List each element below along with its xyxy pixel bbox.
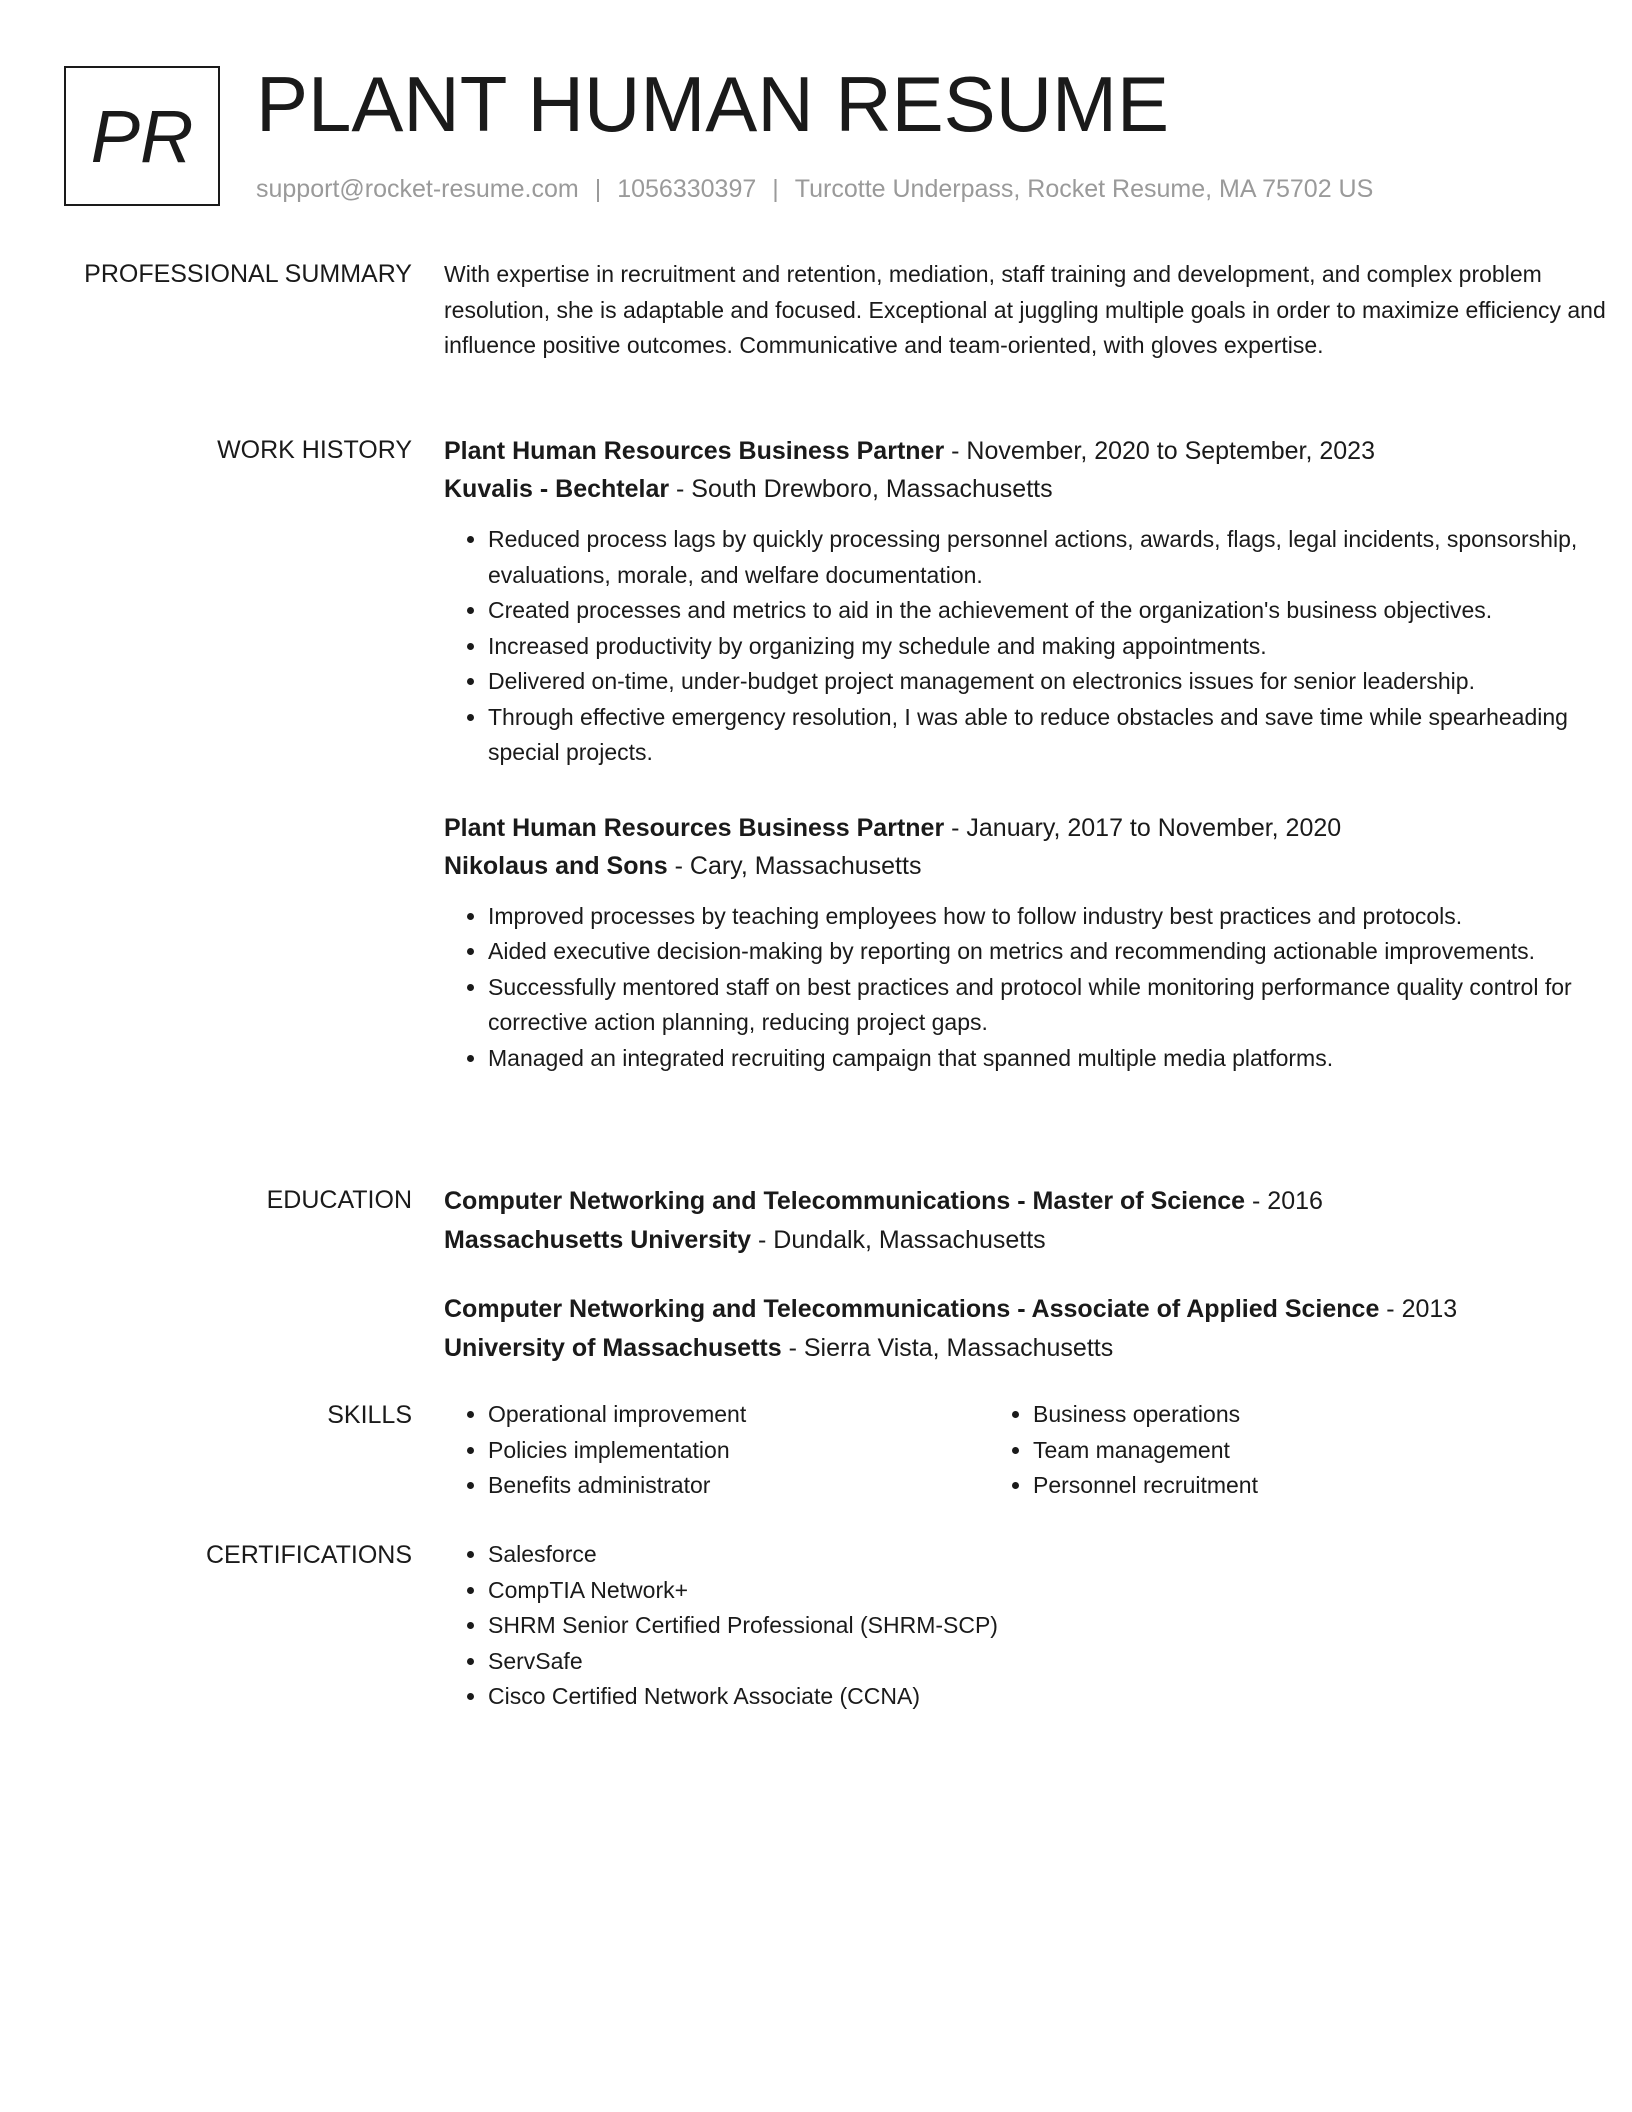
job-bullet: • Increased productivity by organizing my schedule and making appointments.: [488, 629, 1622, 665]
education-year: - 2016: [1245, 1187, 1323, 1215]
job-bullet: • Through effective emergency resolution, I was able to reduce obstacles and save time while spearheading special projects.: [488, 700, 1622, 771]
candidate-name: PLANT HUMAN RESUME: [256, 60, 1170, 148]
monogram-logo: PR: [64, 66, 220, 206]
job-bullet: • Reduced process lags by quickly processing personnel actions, awards, flags, legal incidents, sponsorship, evaluations, morale, and welfare documentation.: [488, 522, 1622, 593]
certification-item: • ServSafe: [488, 1644, 1622, 1680]
job-title: Plant Human Resources Business Partner: [444, 813, 945, 842]
section-label-education: EDUCATION: [266, 1186, 412, 1214]
education-degree-line: [444, 1182, 1622, 1221]
job-title-line: [444, 809, 1622, 847]
certification-item: • Salesforce: [488, 1537, 1622, 1573]
education-list: [444, 1182, 1622, 1398]
job-bullet: • Delivered on-time, under-budget project management on electronics issues for senior leadership.: [488, 664, 1622, 700]
job-entry: [444, 432, 1622, 771]
certifications-list: [444, 1537, 1622, 1715]
skill-item: • Operational improvement: [488, 1397, 989, 1433]
skills-column-1: [444, 1397, 989, 1504]
contact-phone[interactable]: 1056330397: [617, 175, 757, 203]
job-location: - Cary, Massachusetts: [667, 851, 922, 880]
education-entry: [444, 1182, 1622, 1260]
skill-item: • Team management: [1033, 1433, 1534, 1469]
skill-item: • Business operations: [1033, 1397, 1534, 1433]
job-company: Nikolaus and Sons: [444, 851, 668, 880]
job-list: [444, 432, 1622, 1114]
certification-item: • Cisco Certified Network Associate (CCNA): [488, 1679, 1622, 1715]
job-bullet-list: [444, 899, 1622, 1077]
job-company-line: [444, 470, 1622, 508]
certification-item: • SHRM Senior Certified Professional (SHRM-SCP): [488, 1608, 1622, 1644]
contact-separator: |: [594, 175, 602, 203]
job-bullet: • Improved processes by teaching employees how to follow industry best practices and protocols.: [488, 899, 1622, 935]
contact-email[interactable]: support@rocket-resume.com: [256, 175, 579, 203]
contact-separator: |: [772, 175, 779, 203]
contact-line: [256, 174, 1373, 204]
education-school: Massachusetts University: [444, 1226, 752, 1254]
resume-header: [64, 60, 1568, 210]
education-location: - Sierra Vista, Massachusetts: [781, 1334, 1114, 1362]
job-title: Plant Human Resources Business Partner: [444, 437, 945, 465]
job-bullet: • Managed an integrated recruiting campaign that spanned multiple media platforms.: [488, 1041, 1622, 1077]
job-dates: - January, 2017 to November, 2020: [944, 813, 1342, 842]
section-label-skills: SKILLS: [327, 1401, 412, 1429]
education-school-line: [444, 1329, 1622, 1368]
education-school: University of Massachusetts: [444, 1334, 782, 1362]
skill-item: • Personnel recruitment: [1033, 1468, 1534, 1504]
education-year: - 2013: [1379, 1295, 1458, 1323]
skills-column-2: [989, 1397, 1534, 1504]
section-label-work-history: WORK HISTORY: [217, 436, 412, 464]
education-degree: Computer Networking and Telecommunications - Associate of Applied Science: [444, 1295, 1380, 1323]
education-degree-line: [444, 1290, 1622, 1329]
job-title-line: [444, 432, 1622, 470]
certification-item: • CompTIA Network+: [488, 1573, 1622, 1609]
job-company-line: [444, 847, 1622, 885]
job-bullet: • Successfully mentored staff on best practices and protocol while monitoring performance quality control for corrective action planning, reducing project gaps.: [488, 970, 1622, 1041]
education-school-line: [444, 1221, 1622, 1260]
summary-text: With expertise in recruitment and retention, mediation, staff training and development, and complex problem resolution, she is adaptable and focused. Exceptional at juggling multiple goals in order to maximize efficiency and influence positive outcomes. Communicative and team-oriented, with gloves expertise.: [444, 261, 1606, 358]
section-label-summary: PROFESSIONAL SUMMARY: [84, 260, 412, 288]
education-entry: [444, 1290, 1622, 1368]
job-bullet: • Created processes and metrics to aid in the achievement of the organization's business objectives.: [488, 593, 1622, 629]
contact-address: Turcotte Underpass, Rocket Resume, MA 75702 US: [794, 175, 1374, 203]
education-degree: Computer Networking and Telecommunications - Master of Science: [444, 1187, 1246, 1215]
job-location: - South Drewboro, Massachusetts: [669, 475, 1053, 503]
job-bullet: • Aided executive decision-making by reporting on metrics and recommending actionable improvements.: [488, 934, 1622, 970]
job-entry: [444, 809, 1622, 1077]
job-bullet-list: [444, 522, 1622, 771]
job-company: Kuvalis - Bechtelar: [444, 475, 670, 503]
skill-item: • Policies implementation: [488, 1433, 989, 1469]
education-location: - Dundalk, Massachusetts: [751, 1226, 1046, 1254]
section-label-certifications: CERTIFICATIONS: [205, 1541, 412, 1569]
job-dates: - November, 2020 to September, 2023: [944, 437, 1375, 465]
skill-item: • Benefits administrator: [488, 1468, 989, 1504]
